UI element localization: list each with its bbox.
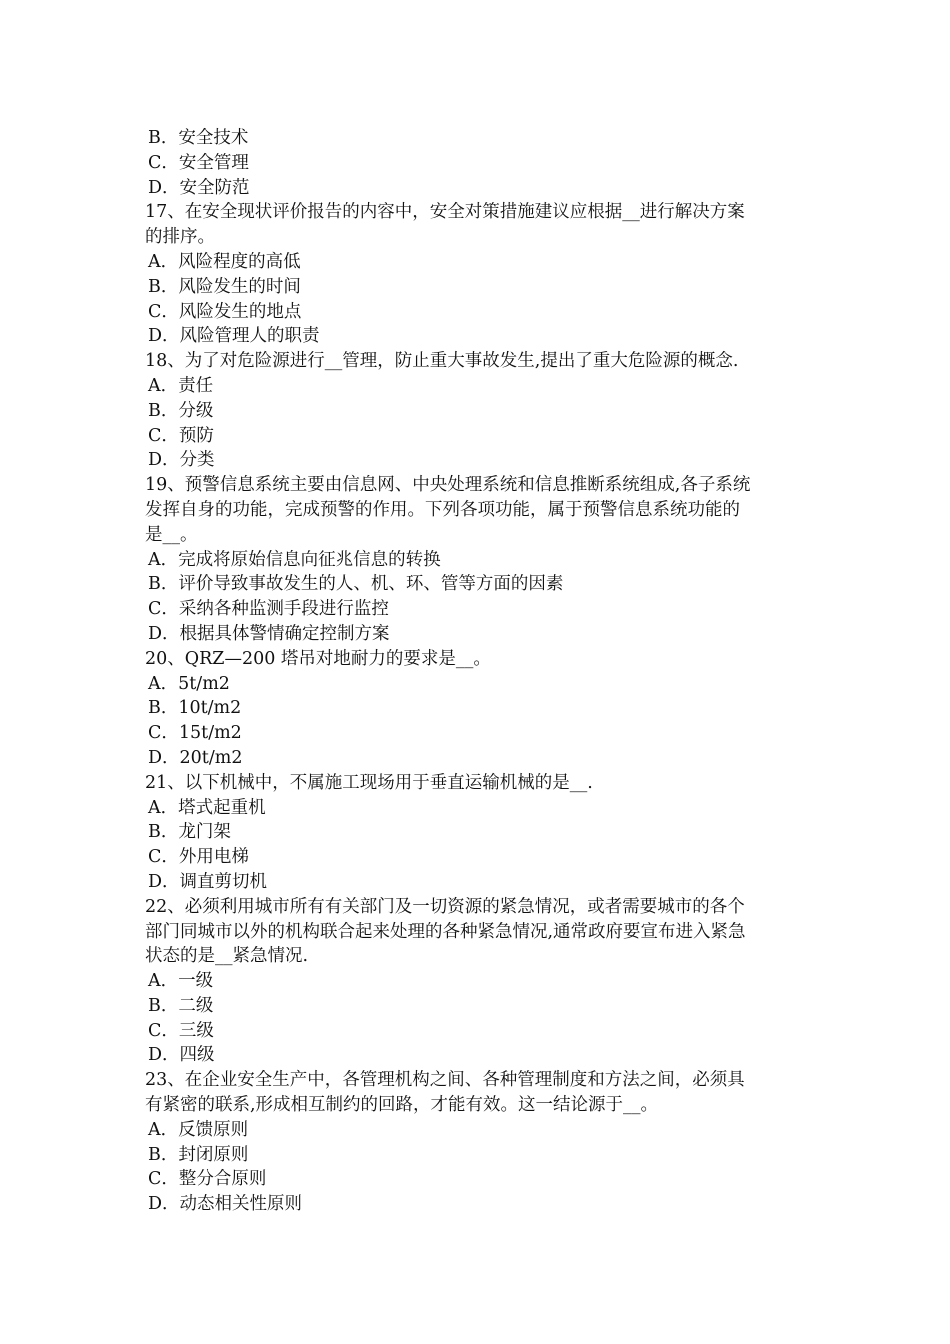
answer-option: C．预防 [148,425,214,446]
answer-option: B．10t/m2 [148,698,242,719]
answer-option: D．分类 [148,450,215,471]
question-text-line: 18、为了对危险源进行__管理，防止重大事故发生,提出了重大危险源的概念. [145,351,739,372]
answer-option: B．分级 [148,400,214,421]
question-text-line: 21、以下机械中，不属施工现场用于垂直运输机械的是__. [145,772,593,793]
answer-option: D．20t/m2 [148,747,243,768]
question-text-line: 状态的是__紧急情况. [145,946,309,967]
answer-option: C．三级 [148,1020,214,1041]
answer-option: B．评价导致事故发生的人、机、环、管等方面的因素 [148,574,564,595]
answer-option: A．风险程度的高低 [148,251,301,272]
answer-option: D．根据具体警情确定控制方案 [148,623,390,644]
answer-option: D．调直剪切机 [148,871,268,892]
answer-option: A．一级 [148,971,214,992]
answer-option: C．整分合原则 [148,1169,267,1190]
answer-option: C．外用电梯 [148,847,249,868]
answer-option: B．封闭原则 [148,1144,249,1165]
answer-option: A．完成将原始信息向征兆信息的转换 [148,549,441,570]
answer-option: D．风险管理人的职责 [148,326,320,347]
question-text-line: 19、预警信息系统主要由信息网、中央处理系统和信息推断系统组成,各子系统 [145,475,751,496]
question-text-line: 22、必须利用城市所有有关部门及一切资源的紧急情况，或者需要城市的各个 [145,896,745,917]
question-text-line: 是__。 [145,524,198,545]
question-text-line: 23、在企业安全生产中，各管理机构之间、各种管理制度和方法之间，必须具 [145,1070,745,1091]
answer-option: B．风险发生的时间 [148,276,301,297]
answer-option: C．采纳各种监测手段进行监控 [148,599,389,620]
question-text-line: 部门同城市以外的机构联合起来处理的各种紧急情况,通常政府要宣布进入紧急 [145,921,746,942]
answer-option: C．安全管理 [148,152,249,173]
question-text-line: 17、在安全现状评价报告的内容中，安全对策措施建议应根据__进行解决方案 [145,202,745,223]
answer-option: B．龙门架 [148,822,231,843]
answer-option: B．二级 [148,995,214,1016]
answer-option: D．四级 [148,1045,215,1066]
document-page [145,126,815,1217]
answer-option: D．安全防范 [148,177,250,198]
question-text-line: 发挥自身的功能，完成预警的作用。下列各项功能，属于预警信息系统功能的 [145,499,740,520]
answer-option: C．风险发生的地点 [148,301,302,322]
answer-option: D．动态相关性原则 [148,1194,303,1215]
answer-option: A．塔式起重机 [148,797,266,818]
answer-option: A．5t/m2 [148,673,230,694]
question-text-line: 有紧密的联系,形成相互制约的回路，才能有效。这一结论源于__。 [145,1095,659,1116]
answer-option: C．15t/m2 [148,723,242,744]
question-text-line: 的排序。 [145,227,215,248]
answer-option: A．责任 [148,375,214,396]
answer-option: B．安全技术 [148,128,249,148]
answer-option: A．反馈原则 [148,1119,249,1140]
question-text-line: 20、QRZ—200 塔吊对地耐力的要求是__。 [145,648,491,669]
